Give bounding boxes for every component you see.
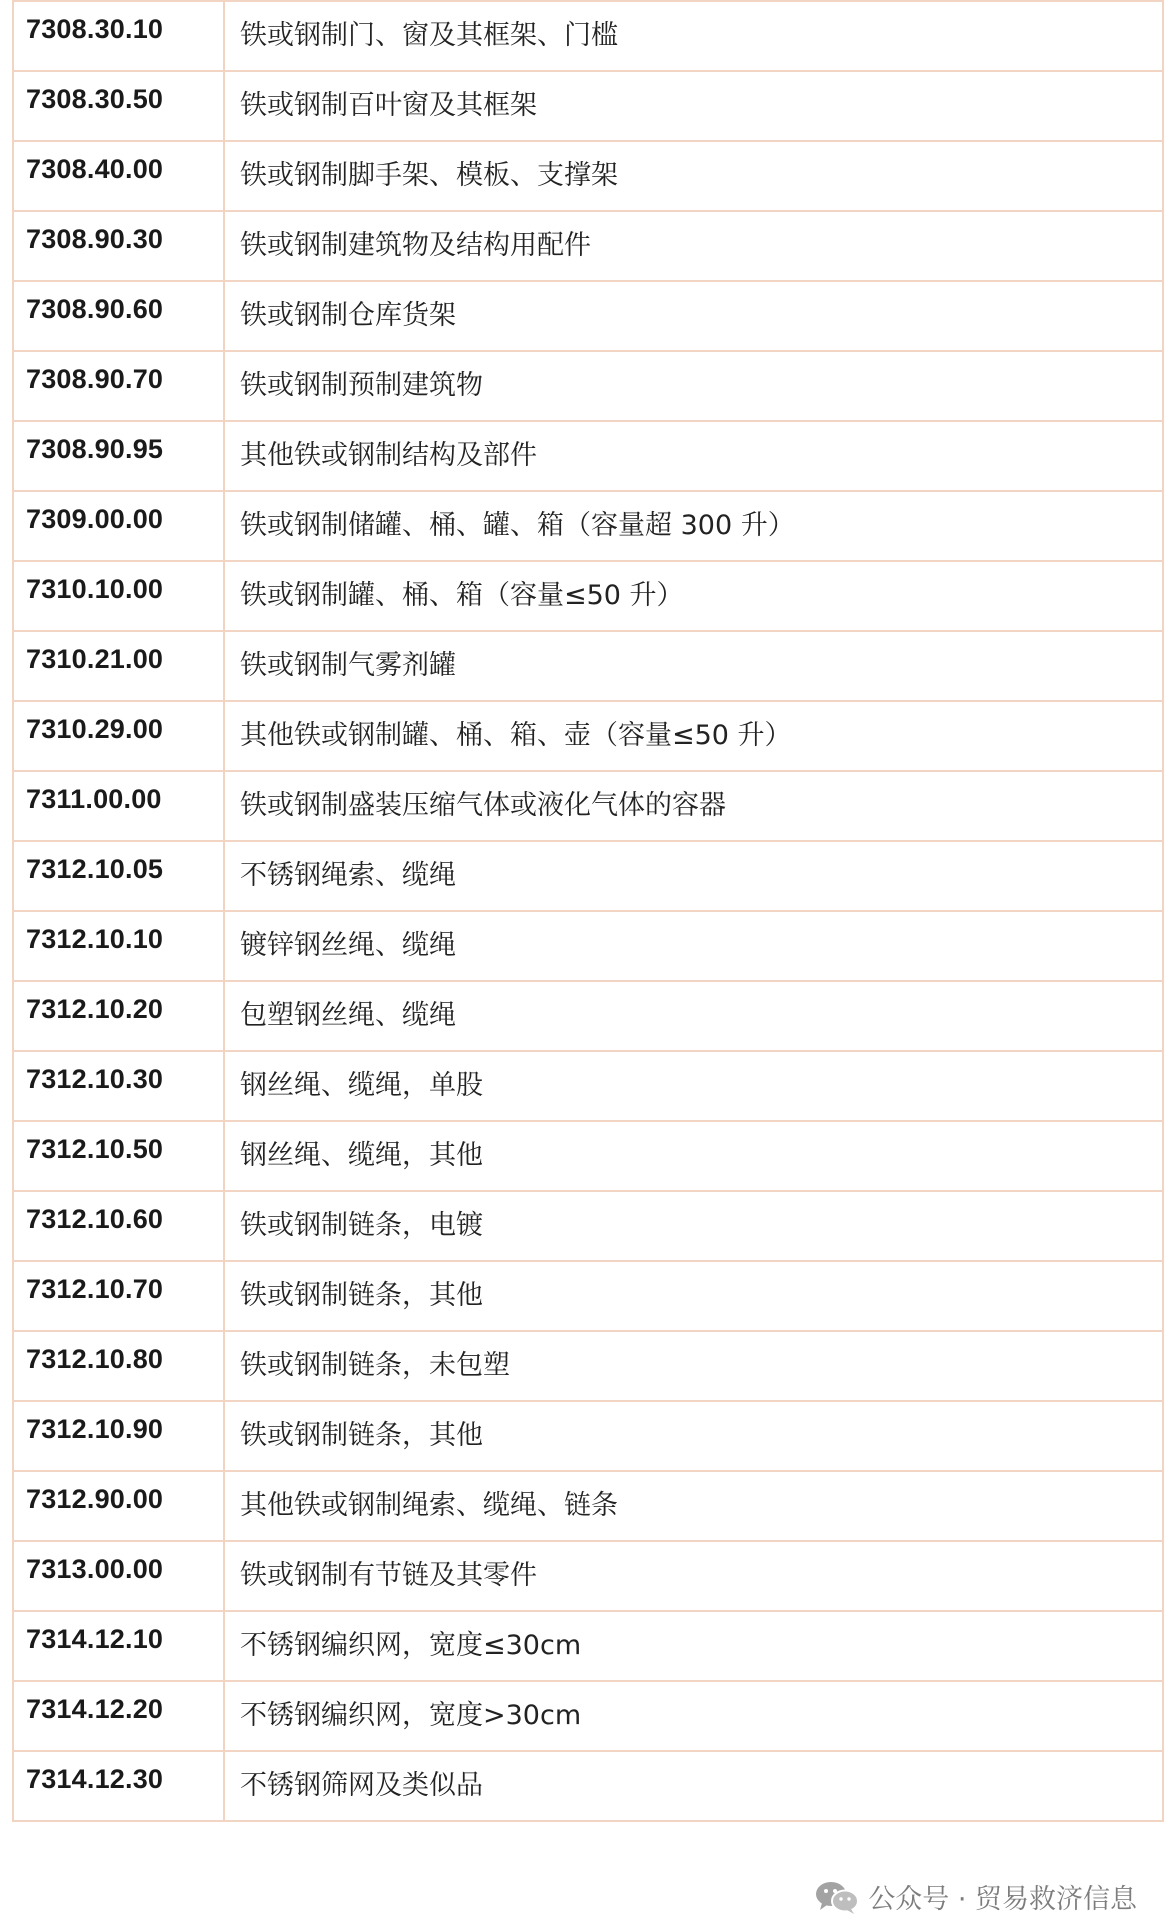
description-cell: 铁或钢制气雾剂罐 — [224, 631, 1163, 701]
description-cell: 铁或钢制储罐、桶、罐、箱（容量超 300 升） — [224, 491, 1163, 561]
description-cell: 其他铁或钢制罐、桶、箱、壶（容量≤50 升） — [224, 701, 1163, 771]
description-cell: 铁或钢制有节链及其零件 — [224, 1541, 1163, 1611]
description-cell: 铁或钢制链条，其他 — [224, 1401, 1163, 1471]
description-cell: 铁或钢制预制建筑物 — [224, 351, 1163, 421]
description-cell: 铁或钢制门、窗及其框架、门槛 — [224, 1, 1163, 71]
hs-code-cell: 7312.10.05 — [13, 841, 224, 911]
description-cell: 铁或钢制链条，其他 — [224, 1261, 1163, 1331]
hs-code-table-body — [13, 1, 1163, 1821]
hs-code-cell: 7308.30.10 — [13, 1, 224, 71]
table-row — [13, 1611, 1163, 1681]
hs-code-cell: 7312.10.70 — [13, 1261, 224, 1331]
hs-code-cell: 7308.90.70 — [13, 351, 224, 421]
description-cell: 铁或钢制链条，未包塑 — [224, 1331, 1163, 1401]
table-row — [13, 1751, 1163, 1821]
table-row — [13, 1, 1163, 71]
hs-code-cell: 7308.30.50 — [13, 71, 224, 141]
table-row — [13, 631, 1163, 701]
hs-code-cell: 7312.10.10 — [13, 911, 224, 981]
table-row — [13, 141, 1163, 211]
table-row — [13, 981, 1163, 1051]
description-cell: 不锈钢筛网及类似品 — [224, 1751, 1163, 1821]
source-watermark — [814, 1877, 1137, 1916]
hs-code-cell: 7313.00.00 — [13, 1541, 224, 1611]
description-cell: 钢丝绳、缆绳，其他 — [224, 1121, 1163, 1191]
description-cell: 铁或钢制罐、桶、箱（容量≤50 升） — [224, 561, 1163, 631]
table-row — [13, 1261, 1163, 1331]
description-cell: 其他铁或钢制结构及部件 — [224, 421, 1163, 491]
table-row — [13, 911, 1163, 981]
table-row — [13, 1541, 1163, 1611]
hs-code-cell: 7312.10.20 — [13, 981, 224, 1051]
hs-code-cell: 7308.40.00 — [13, 141, 224, 211]
hs-code-cell: 7310.10.00 — [13, 561, 224, 631]
description-cell: 铁或钢制盛装压缩气体或液化气体的容器 — [224, 771, 1163, 841]
table-row — [13, 1051, 1163, 1121]
table-row — [13, 771, 1163, 841]
hs-code-cell: 7312.10.90 — [13, 1401, 224, 1471]
table-row — [13, 71, 1163, 141]
table-row — [13, 1681, 1163, 1751]
hs-code-cell: 7310.29.00 — [13, 701, 224, 771]
description-cell: 铁或钢制链条，电镀 — [224, 1191, 1163, 1261]
hs-code-table — [12, 0, 1164, 1822]
table-row — [13, 1401, 1163, 1471]
hs-code-cell: 7311.00.00 — [13, 771, 224, 841]
hs-code-cell: 7312.10.80 — [13, 1331, 224, 1401]
hs-code-cell: 7310.21.00 — [13, 631, 224, 701]
table-row — [13, 1331, 1163, 1401]
table-row — [13, 421, 1163, 491]
hs-code-cell: 7312.10.60 — [13, 1191, 224, 1261]
table-row — [13, 351, 1163, 421]
description-cell: 钢丝绳、缆绳，单股 — [224, 1051, 1163, 1121]
tariff-table-container — [12, 0, 1164, 1924]
hs-code-cell: 7308.90.60 — [13, 281, 224, 351]
description-cell: 镀锌钢丝绳、缆绳 — [224, 911, 1163, 981]
description-cell: 不锈钢编织网，宽度>30cm — [224, 1681, 1163, 1751]
table-row — [13, 1121, 1163, 1191]
wechat-icon — [814, 1879, 860, 1915]
table-row — [13, 1191, 1163, 1261]
hs-code-cell: 7314.12.10 — [13, 1611, 224, 1681]
table-row — [13, 561, 1163, 631]
description-cell: 其他铁或钢制绳索、缆绳、链条 — [224, 1471, 1163, 1541]
description-cell: 包塑钢丝绳、缆绳 — [224, 981, 1163, 1051]
description-cell: 铁或钢制脚手架、模板、支撑架 — [224, 141, 1163, 211]
table-row — [13, 1471, 1163, 1541]
table-row — [13, 841, 1163, 911]
table-row — [13, 211, 1163, 281]
hs-code-cell: 7309.00.00 — [13, 491, 224, 561]
hs-code-cell: 7312.10.50 — [13, 1121, 224, 1191]
description-cell: 铁或钢制百叶窗及其框架 — [224, 71, 1163, 141]
table-row — [13, 701, 1163, 771]
hs-code-cell: 7314.12.30 — [13, 1751, 224, 1821]
table-row — [13, 281, 1163, 351]
hs-code-cell: 7308.90.30 — [13, 211, 224, 281]
hs-code-cell: 7308.90.95 — [13, 421, 224, 491]
description-cell: 铁或钢制建筑物及结构用配件 — [224, 211, 1163, 281]
hs-code-cell: 7312.90.00 — [13, 1471, 224, 1541]
hs-code-cell: 7314.12.20 — [13, 1681, 224, 1751]
watermark-text: 公众号 · 贸易救济信息 — [868, 1884, 1137, 1915]
description-cell: 铁或钢制仓库货架 — [224, 281, 1163, 351]
hs-code-cell: 7312.10.30 — [13, 1051, 224, 1121]
description-cell: 不锈钢绳索、缆绳 — [224, 841, 1163, 911]
table-row — [13, 491, 1163, 561]
description-cell: 不锈钢编织网，宽度≤30cm — [224, 1611, 1163, 1681]
